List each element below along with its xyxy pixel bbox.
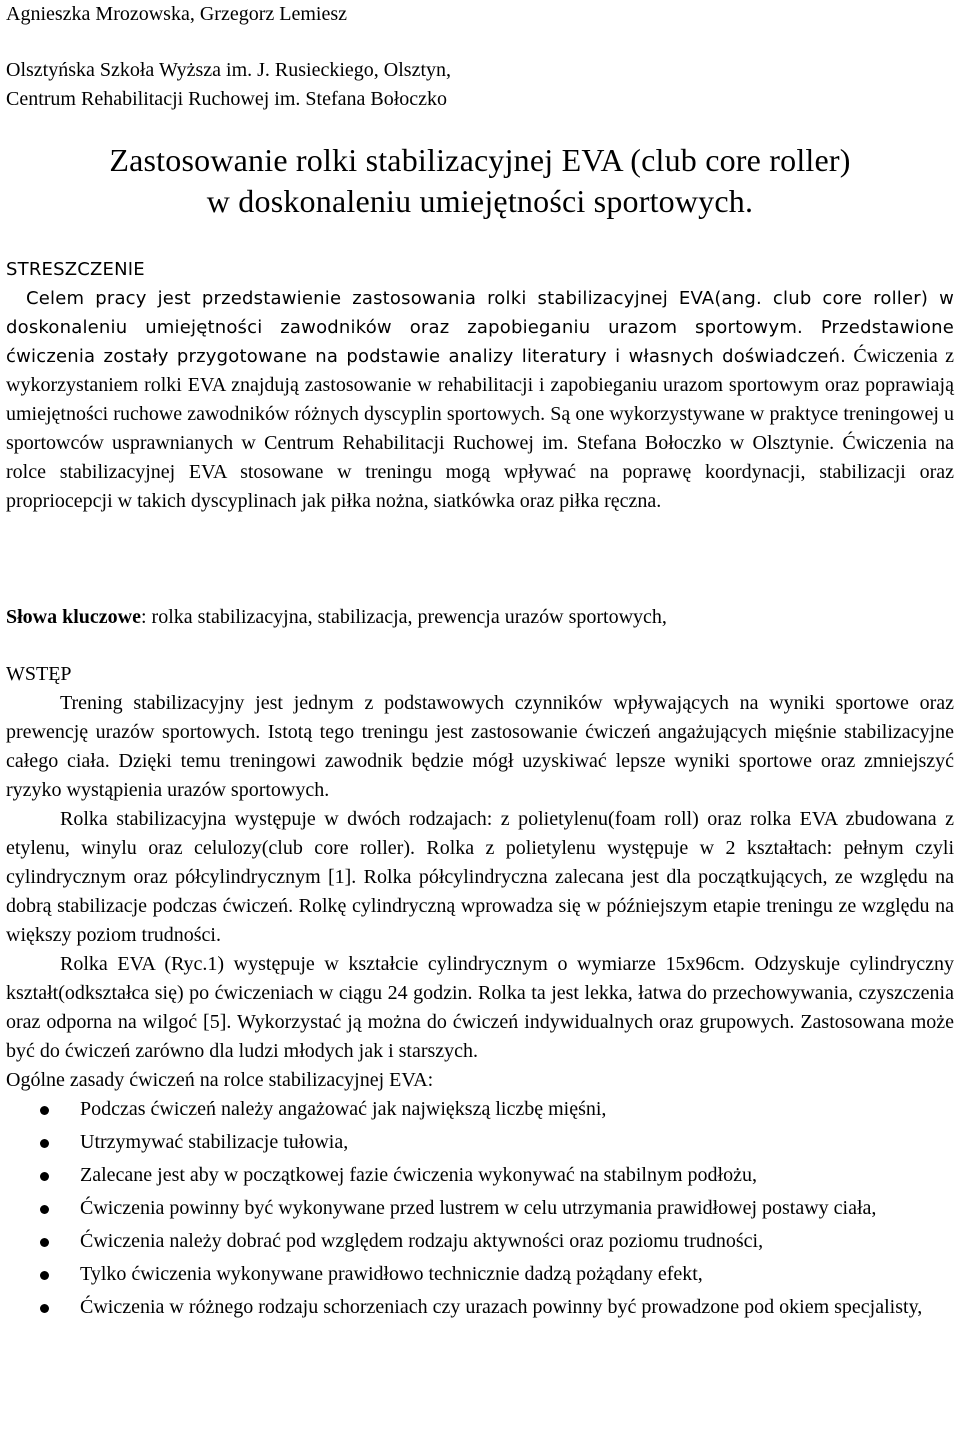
- abstract-body: [6, 284, 954, 516]
- list-item: [80, 1095, 954, 1124]
- abstract-section: [6, 255, 954, 516]
- rules-heading: Ogólne zasady ćwiczeń na rolce stabilizacyjnej EVA:: [6, 1069, 434, 1091]
- keywords-text: : rolka stabilizacyjna, stabilizacja, prewencja urazów sportowych,: [141, 606, 667, 628]
- bullet-icon: [40, 1304, 49, 1313]
- list-item: [80, 1260, 954, 1289]
- list-item: [80, 1128, 954, 1157]
- abstract-body-part-2: Ćwiczenia z wykorzystaniem rolki EVA znajdują zastosowanie w rehabilitacji i zapobieganiu urazom sportowym oraz poprawiają umiejętności ruchowe zawodników różnych dyscyplin sportowych. Są one wykorzystywane w praktyce treningowej u sportowców usprawnianych w Centrum Rehabilitacji Ruchowej im. Stefana Bołoczko w Olsztynie. Ćwiczenia na rolce stabilizacyjnej EVA stosowane w treningu mogą wpływać na poprawę koordynacji, stabilizacji oraz propriocepcji w takich dyscyplinach jak piłka nożna, siatkówka oraz piłka ręczna.: [6, 345, 955, 512]
- bullet-icon: [40, 1106, 49, 1115]
- bullet-icon: [40, 1238, 49, 1247]
- affiliation: [6, 56, 451, 114]
- list-item-text: Podczas ćwiczeń należy angażować jak największą liczbę mięśni,: [80, 1098, 607, 1120]
- affiliation-line-2: Centrum Rehabilitacji Ruchowej im. Stefana Bołoczko: [6, 88, 448, 110]
- bullet-icon: [40, 1172, 49, 1181]
- list-item-text: Tylko ćwiczenia wykonywane prawidłowo technicznie dadzą pożądany efekt,: [80, 1263, 703, 1285]
- intro-paragraph-3: Rolka EVA (Ryc.1) występuje w kształcie cylindrycznym o wymiarze 15x96cm. Odzyskuje cylindryczny kształt(odkształca się) po ćwiczeniach w ciągu 24 godzin. Rolka ta jest lekka, łatwa do przechowywania, czyszczenia oraz odporna na wilgoć [5]. Wykorzystać ją można do ćwiczeń indywidualnych oraz grupowych. Zastosowana może być do ćwiczeń zarówno dla ludzi młodych jak i starszych.: [6, 953, 954, 1062]
- title-line-2: w doskonaleniu umiejętności sportowych.: [206, 183, 754, 219]
- title-line-1: Zastosowanie rolki stabilizacyjnej EVA (club core roller): [109, 142, 851, 178]
- intro-paragraph-1: Trening stabilizacyjny jest jednym z podstawowych czynników wpływających na wyniki sportowe oraz prewencję urazów sportowych. Istotą tego treningu jest zastosowanie ćwiczeń angażujących mięśnie stabilizacyjne całego ciała. Dzięki temu treningowi zawodnik będzie mógł uzyskiwać lepsze wyniki sportowe oraz zmniejszyć ryzyko wystąpienia urazów sportowych.: [6, 692, 954, 801]
- list-item: [80, 1293, 954, 1322]
- bullet-icon: [40, 1139, 49, 1148]
- list-item: [80, 1227, 954, 1256]
- list-item: [80, 1161, 954, 1190]
- list-item-text: Ćwiczenia powinny być wykonywane przed lustrem w celu utrzymania prawidłowej postawy ciała,: [80, 1197, 877, 1219]
- introduction-section: [6, 660, 954, 1326]
- list-item-text: Utrzymywać stabilizacje tułowia,: [80, 1131, 349, 1153]
- list-item-text: Ćwiczenia w różnego rodzaju schorzeniach czy urazach powinny być prowadzone pod okiem specjalisty,: [80, 1296, 923, 1318]
- list-item: [80, 1194, 954, 1223]
- intro-heading: WSTĘP: [6, 663, 72, 685]
- list-item-text: Ćwiczenia należy dobrać pod względem rodzaju aktywności oraz poziomu trudności,: [80, 1230, 764, 1252]
- bullet-icon: [40, 1205, 49, 1214]
- rules-list: [6, 1095, 954, 1322]
- abstract-heading: STRESZCZENIE: [6, 259, 145, 280]
- paper-title: [0, 140, 960, 222]
- bullet-icon: [40, 1271, 49, 1280]
- affiliation-line-1: Olsztyńska Szkoła Wyższa im. J. Rusieckiego, Olsztyn,: [6, 59, 452, 81]
- keywords-label: Słowa kluczowe: [6, 606, 141, 628]
- abstract-body-part-1: Celem pracy jest przedstawienie zastosowania rolki stabilizacyjnej EVA(ang. club core roller) w doskonaleniu umiejętności zawodników oraz zapobieganiu urazom sportowym. Przedstawione ćwiczenia zostały przygotowane na podstawie analizy literatury i własnych doświadczeń.: [6, 288, 954, 367]
- list-item-text: Zalecane jest aby w początkowej fazie ćwiczenia wykonywać na stabilnym podłożu,: [80, 1164, 757, 1186]
- keywords: [6, 603, 954, 632]
- authors: Agnieszka Mrozowska, Grzegorz Lemiesz: [6, 3, 347, 25]
- intro-paragraph-2: Rolka stabilizacyjna występuje w dwóch rodzajach: z polietylenu(foam roll) oraz rolka EVA zbudowana z etylenu, winylu oraz celulozy(club core roller). Rolka z polietylenu występuje w 2 kształtach: pełnym czyli cylindrycznym oraz półcylindrycznym [1]. Rolka półcylindryczna zalecana jest dla początkujących, ze względu na dobrą stabilizacje podczas ćwiczeń. Rolkę cylindryczną wprowadza się w późniejszym etapie treningu ze względu na większy poziom trudności.: [6, 808, 954, 946]
